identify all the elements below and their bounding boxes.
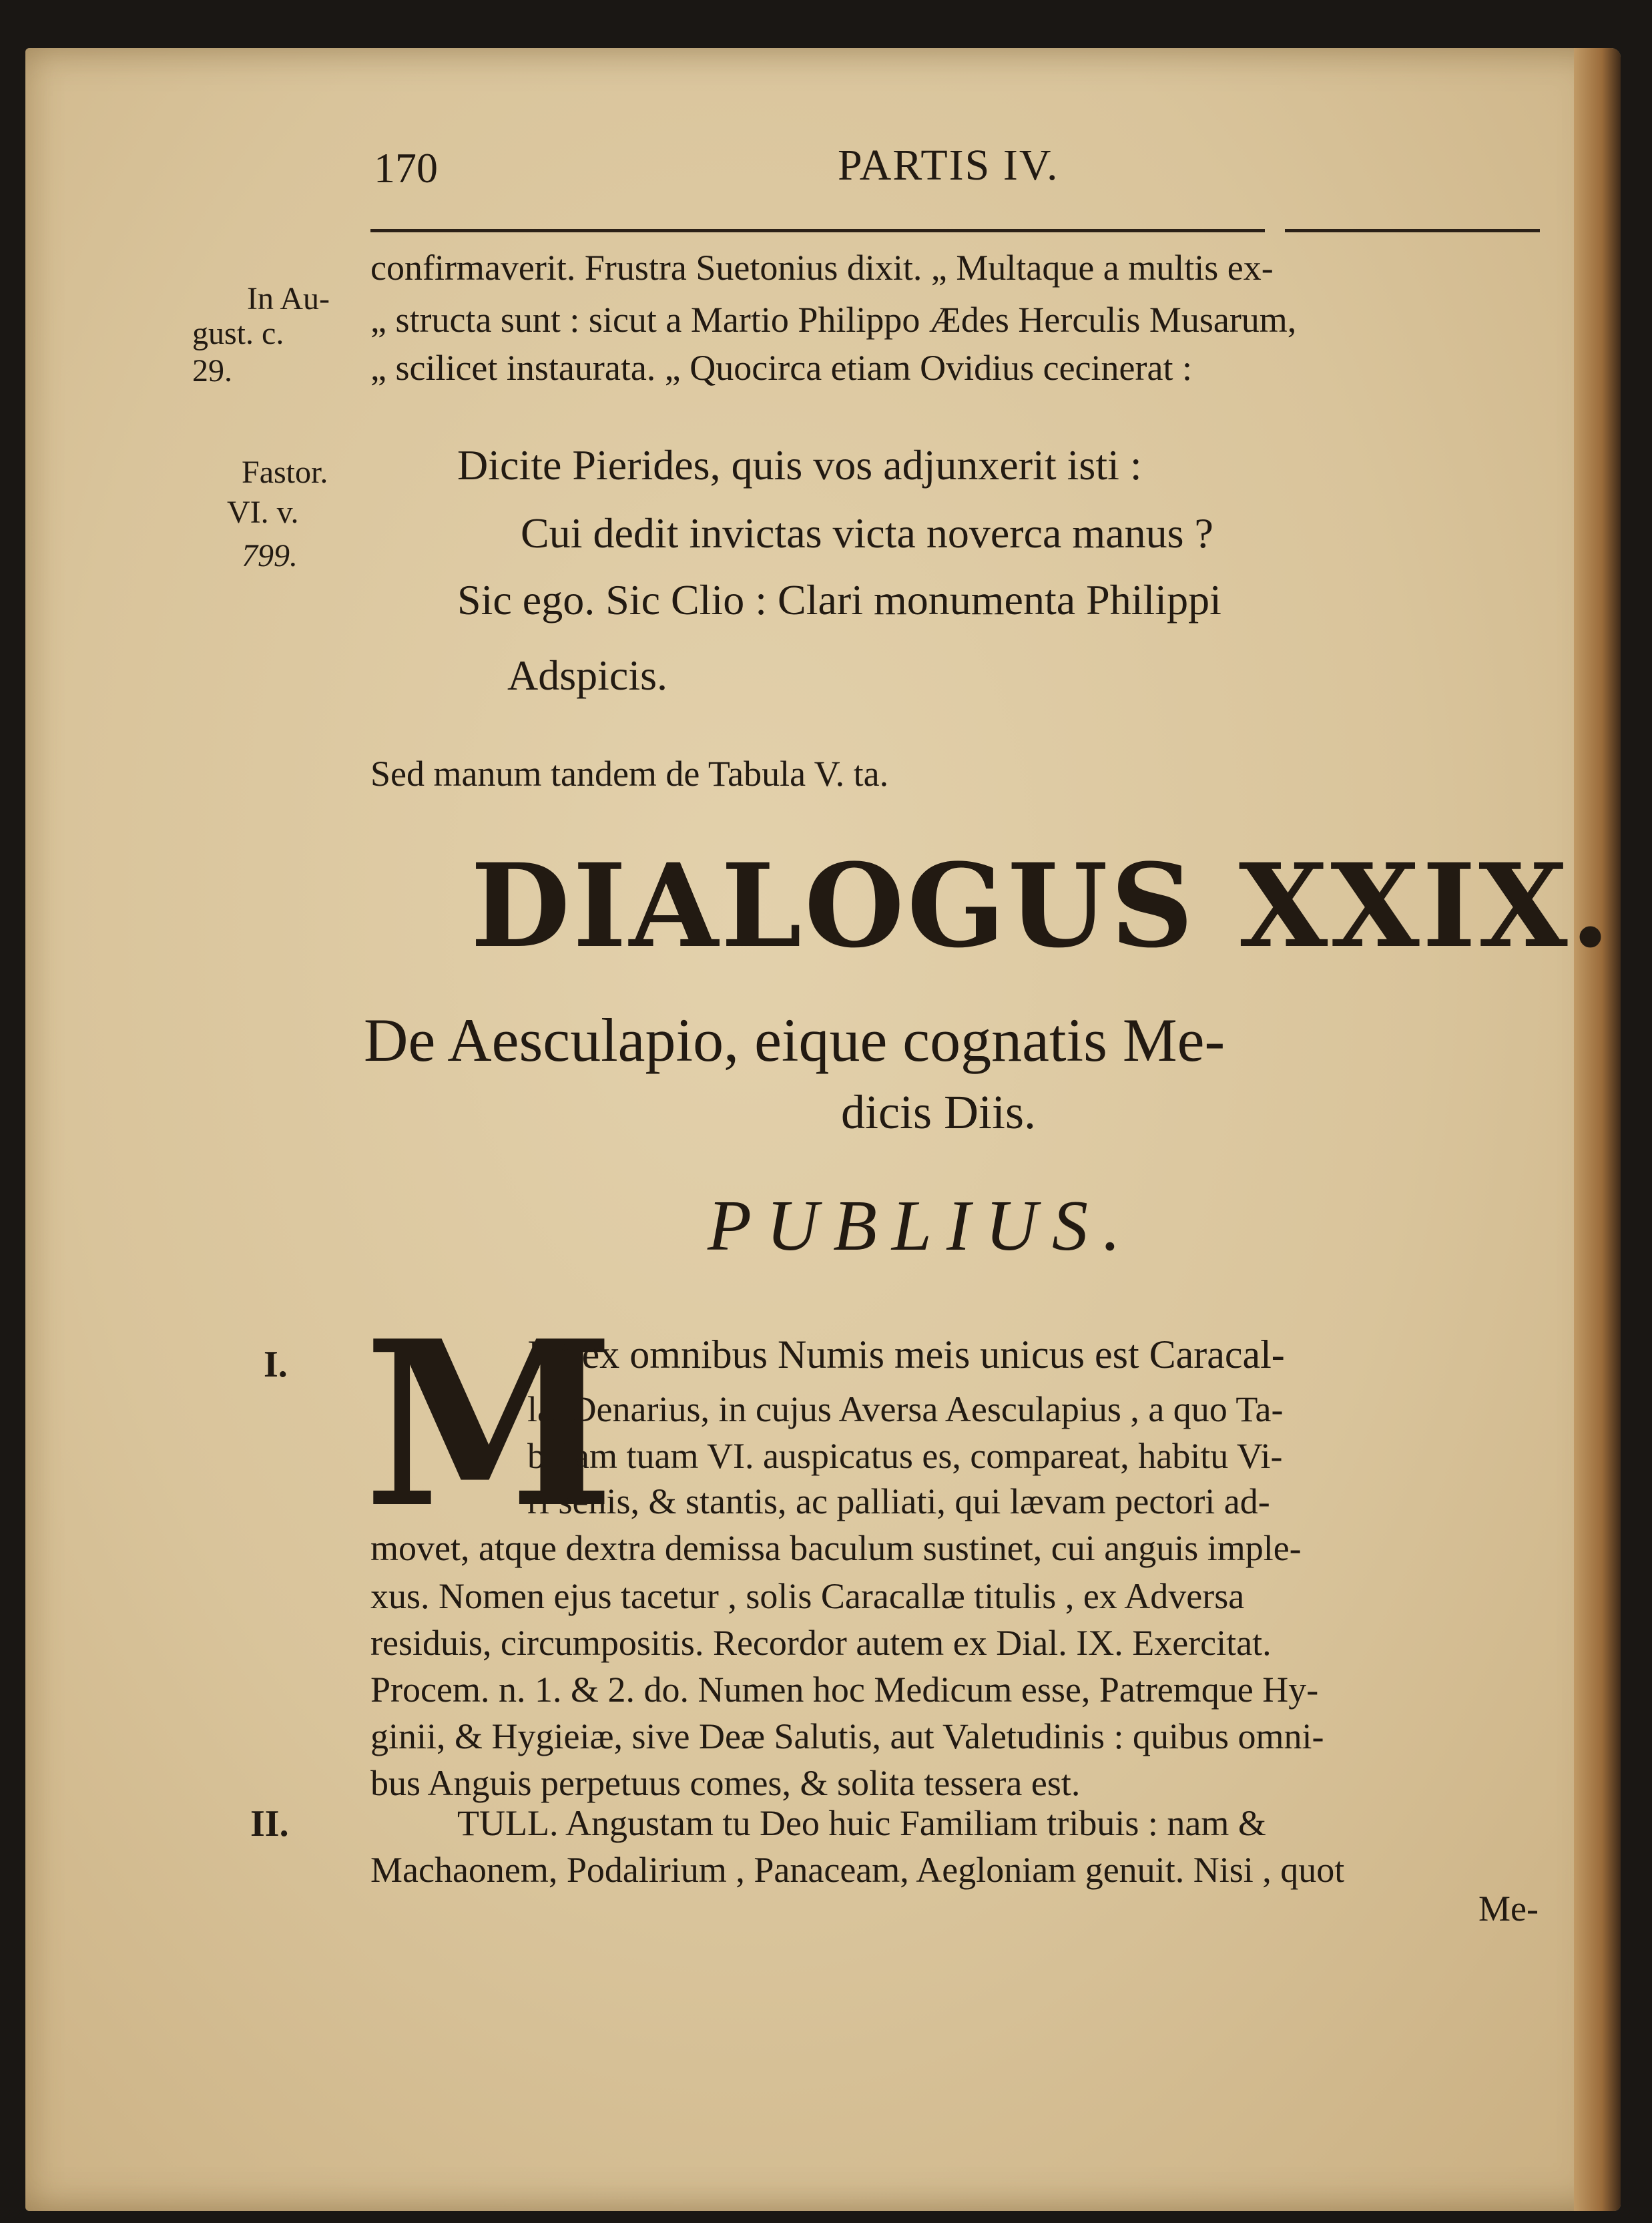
- opening-line-1: confirmaverit. Frustra Suetonius dixit. „ Multaque a multis ex-: [370, 248, 1274, 288]
- running-title: PARTIS IV.: [838, 141, 1059, 190]
- margin-note-augustus-1: In Au-: [247, 281, 330, 316]
- paragraph-1-line-4: ri senis, & stantis, ac palliati, qui lævam pectori ad-: [527, 1481, 1270, 1521]
- page-number: 170: [374, 144, 438, 192]
- paragraph-1-line-6: xus. Nomen ejus tacetur , solis Caracallæ titulis , ex Adversa: [370, 1576, 1245, 1616]
- verse-line-2: Cui dedit invictas victa noverca manus ?: [521, 509, 1213, 557]
- opening-line-3: „ scilicet instaurata. „ Quocirca etiam Ovidius cecinerat :: [370, 348, 1192, 388]
- margin-note-fasti-3: 799.: [242, 538, 298, 573]
- paragraph-1-line-2: læ Denarius, in cujus Aversa Aesculapius , a quo Ta-: [527, 1389, 1284, 1429]
- subtitle-line-1: De Aesculapio, eique cognatis Me-: [364, 1006, 1225, 1074]
- paragraph-1-line-3: bulam tuam VI. auspicatus es, compareat, habitu Vi-: [527, 1436, 1283, 1476]
- margin-note-augustus-3: 29.: [192, 353, 232, 389]
- drop-cap: M: [364, 1292, 615, 1558]
- speaker-name: PUBLIUS.: [708, 1186, 1135, 1266]
- margin-note-fasti-1: Fastor.: [242, 455, 328, 490]
- paragraph-1-line-1: Ihi ex omnibus Numis meis unicus est Caracal-: [527, 1332, 1285, 1377]
- margin-note-fasti-2: VI. v.: [227, 495, 299, 530]
- opening-line-2: „ structa sunt : sicut a Martio Philippo Ædes Herculis Musarum,: [370, 300, 1297, 340]
- verse-line-4: Adspicis.: [507, 652, 667, 699]
- paragraph-1-line-7: residuis, circumpositis. Recordor autem ex Dial. IX. Exercitat.: [370, 1623, 1272, 1663]
- header-rule-right: [1285, 229, 1540, 232]
- paragraph-number-2: II.: [250, 1803, 289, 1844]
- margin-note-augustus-2: gust. c.: [192, 316, 284, 351]
- header-rule: [370, 229, 1265, 232]
- paragraph-1-line-5: movet, atque dextra demissa baculum sustinet, cui anguis imple-: [370, 1528, 1302, 1568]
- paragraph-2-line-2: Machaonem, Podalirium , Panaceam, Aegloniam genuit. Nisi , quot: [370, 1850, 1345, 1890]
- paragraph-1-line-8: Procem. n. 1. & 2. do. Numen hoc Medicum esse, Patremque Hy-: [370, 1670, 1319, 1710]
- paragraph-1-line-10: bus Anguis perpetuus comes, & solita tessera est.: [370, 1763, 1081, 1803]
- page-gutter: [1574, 48, 1621, 2211]
- subtitle-line-2: dicis Diis.: [841, 1085, 1037, 1139]
- catchword: Me-: [1478, 1889, 1539, 1929]
- paragraph-2-line-1: TULL. Angustam tu Deo huic Familiam tribuis : nam &: [457, 1803, 1266, 1843]
- transition-line: Sed manum tandem de Tabula V. ta.: [370, 754, 889, 794]
- verse-line-1: Dicite Pierides, quis vos adjunxerit isti :: [457, 441, 1142, 489]
- paragraph-1-line-9: ginii, & Hygieiæ, sive Deæ Salutis, aut Valetudinis : quibus omni-: [370, 1716, 1324, 1756]
- paragraph-number-1: I.: [264, 1344, 288, 1385]
- verse-line-3: Sic ego. Sic Clio : Clari monumenta Philippi: [457, 576, 1221, 624]
- dialogue-heading: DIALOGUS XXIX.: [471, 838, 1613, 973]
